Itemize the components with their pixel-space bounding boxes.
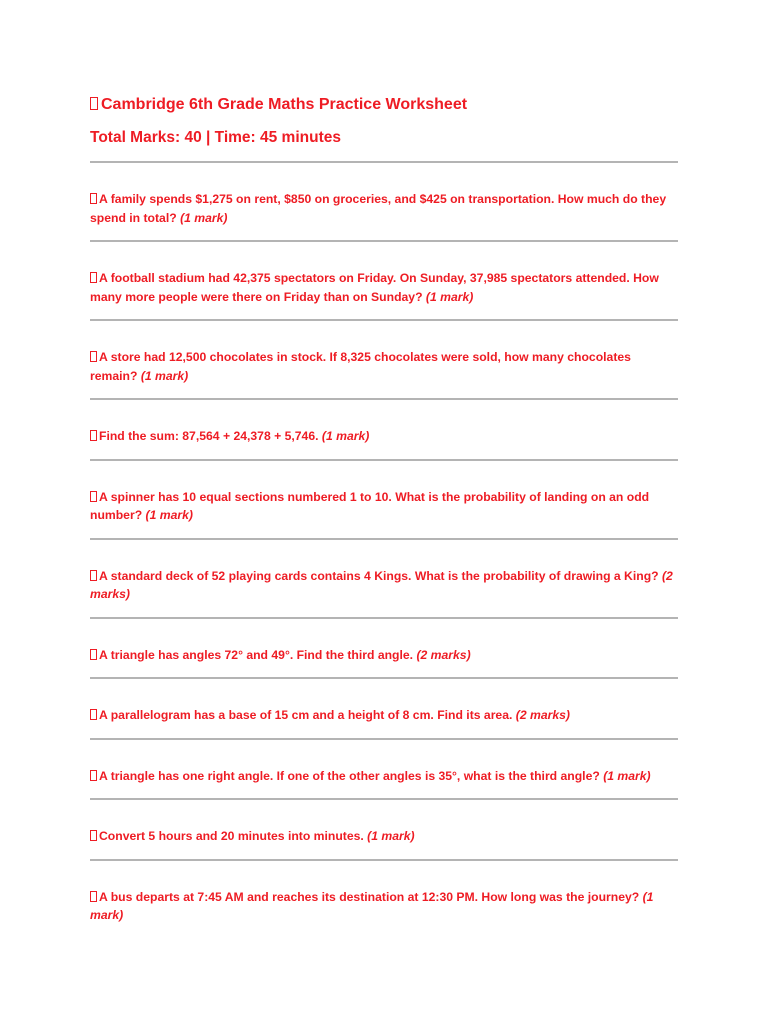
- question-marks: (1 mark): [603, 768, 651, 783]
- question-text: A family spends $1,275 on rent, $850 on groceries, and $425 on transportation. How much do they spend in total?: [90, 192, 667, 225]
- question-item: [90, 540, 678, 619]
- missing-glyph-icon: [90, 830, 97, 841]
- question-item: [90, 740, 678, 801]
- question-item: [90, 861, 678, 925]
- missing-glyph-icon: [90, 770, 97, 781]
- question-item: [90, 619, 678, 680]
- question-item: [90, 163, 678, 242]
- missing-glyph-icon: [90, 649, 97, 660]
- question-marks: (1 mark): [145, 508, 193, 522]
- question-item: [90, 400, 678, 461]
- question-text: A standard deck of 52 playing cards contains 4 Kings. What is the probability of drawing a King?: [99, 568, 659, 583]
- page-subtitle: Total Marks: 40 | Time: 45 minutes: [90, 129, 341, 146]
- question-item: [90, 800, 678, 861]
- question-item: [90, 679, 678, 740]
- question-text: A store had 12,500 chocolates in stock. If 8,325 chocolates were sold, how many chocolates remain?: [90, 350, 631, 383]
- question-text: Convert 5 hours and 20 minutes into minutes.: [99, 829, 364, 843]
- worksheet-page: [90, 93, 678, 925]
- question-marks: (1 mark): [425, 289, 474, 304]
- missing-glyph-icon: [90, 491, 97, 502]
- question-text: A bus departs at 7:45 AM and reaches its destination at 12:30 PM. How long was the journey?: [99, 889, 640, 904]
- missing-glyph-icon: [90, 709, 97, 720]
- question-marks: (1 mark): [180, 210, 228, 225]
- missing-glyph-icon: [90, 97, 98, 110]
- missing-glyph-icon: [90, 272, 97, 283]
- question-text: A triangle has one right angle. If one of the other angles is 35°, what is the third angle?: [99, 768, 600, 783]
- question-text: A parallelogram has a base of 15 cm and a height of 8 cm. Find its area.: [99, 708, 513, 722]
- page-title: [90, 93, 678, 117]
- question-marks: (1 mark): [140, 368, 189, 383]
- question-text: A football stadium had 42,375 spectators on Friday. On Sunday, 37,985 spectators attended. How many more people were there on Friday than on Sunday?: [90, 271, 659, 304]
- missing-glyph-icon: [90, 891, 97, 902]
- question-marks: (1 mark): [90, 889, 654, 922]
- missing-glyph-icon: [90, 430, 97, 441]
- question-item: [90, 461, 678, 540]
- question-text: Find the sum: 87,564 + 24,378 + 5,746.: [99, 429, 319, 443]
- missing-glyph-icon: [90, 351, 97, 362]
- question-marks: (1 mark): [367, 829, 415, 843]
- question-item: [90, 321, 678, 400]
- question-marks: (1 mark): [321, 429, 370, 443]
- question-marks: (2 marks): [416, 647, 471, 662]
- question-text: A spinner has 10 equal sections numbered 1 to 10. What is the probability of landing on an odd number?: [90, 489, 650, 522]
- question-marks: (2 marks): [515, 708, 570, 722]
- question-marks: (2 marks): [90, 568, 673, 601]
- missing-glyph-icon: [90, 193, 97, 204]
- question-text: A triangle has angles 72° and 49°. Find the third angle.: [99, 647, 414, 662]
- question-item: [90, 242, 678, 321]
- title-text: Cambridge 6th Grade Maths Practice Worksheet: [101, 96, 468, 113]
- missing-glyph-icon: [90, 570, 97, 581]
